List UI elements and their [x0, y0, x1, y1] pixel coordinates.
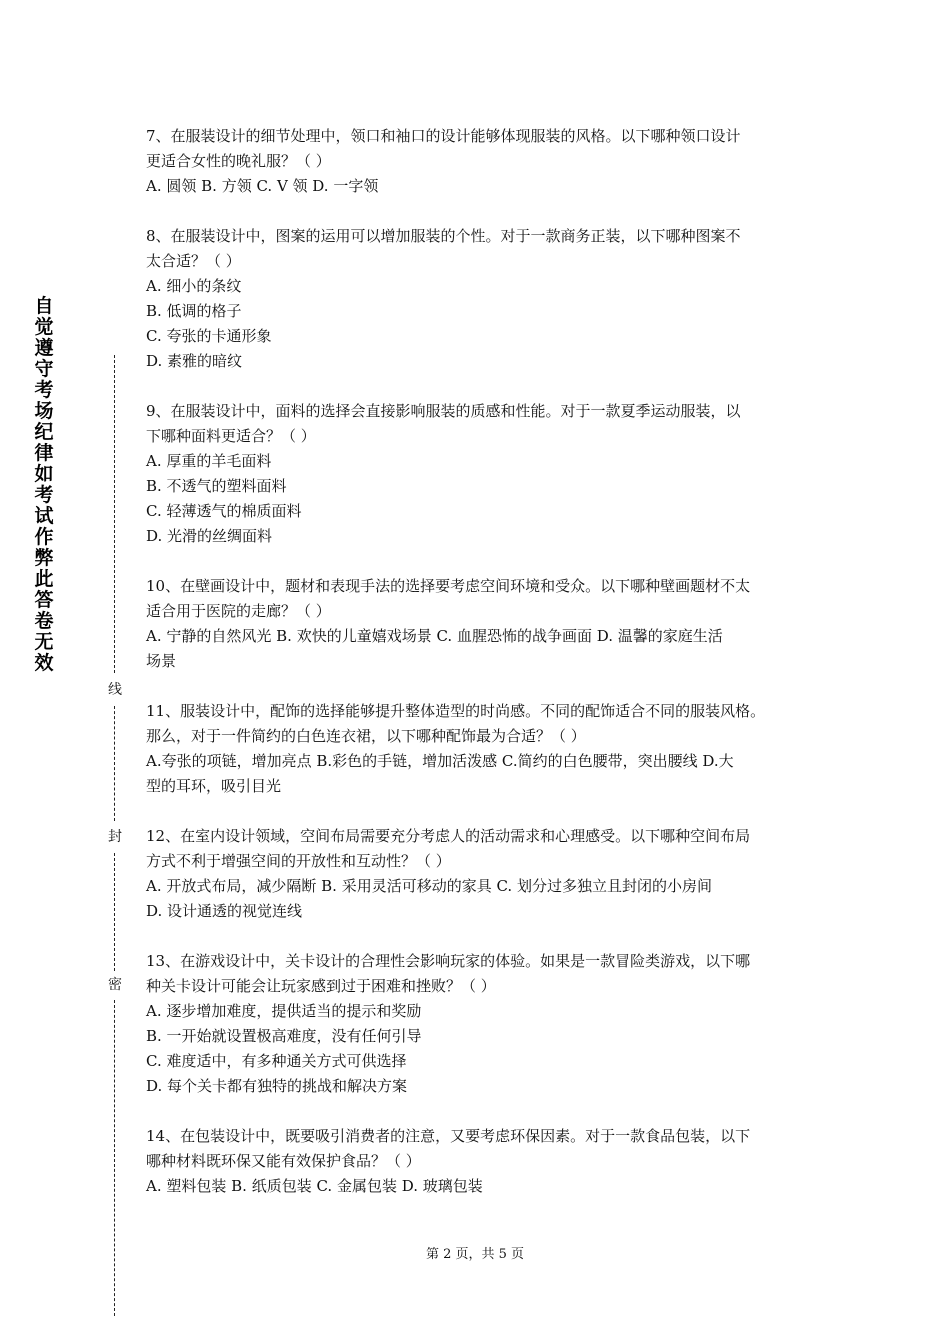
seal-label-secret: 密 [108, 977, 122, 993]
option-c: C. 夸张的卡通形象 [146, 327, 272, 345]
question-10 [146, 574, 826, 674]
option-b: B. 一开始就设置极高难度，没有任何引导 [146, 1027, 422, 1045]
question-options: 场景 [146, 652, 177, 670]
option-a: A. 细小的条纹 [146, 277, 242, 295]
option-a: A. 逐步增加难度，提供适当的提示和奖励 [146, 1002, 422, 1020]
option-d: D. 光滑的丝绸面料 [146, 527, 273, 545]
question-options: A. 圆领 B. 方领 C. V 领 D. 一字领 [146, 177, 379, 195]
option-d: D. 素雅的暗纹 [146, 352, 243, 370]
question-stem: 适合用于医院的走廊？（ ） [146, 602, 331, 620]
seal-label-seal: 封 [108, 829, 122, 845]
question-options: D. 设计通透的视觉连线 [146, 902, 303, 920]
question-stem: 12、在室内设计领域，空间布局需要充分考虑人的活动需求和心理感受。以下哪种空间布局 [146, 827, 751, 845]
question-options: 型的耳环，吸引目光 [146, 777, 282, 795]
option-c: C. 轻薄透气的棉质面料 [146, 502, 302, 520]
option-b: B. 不透气的塑料面料 [146, 477, 287, 495]
option-a: A. 厚重的羊毛面料 [146, 452, 272, 470]
question-stem: 下哪种面料更适合？（ ） [146, 427, 316, 445]
option-d: D. 每个关卡都有独特的挑战和解决方案 [146, 1077, 408, 1095]
question-options: A. 宁静的自然风光 B. 欢快的儿童嬉戏场景 C. 血腥恐怖的战争画面 D. 温馨的家庭生活 [146, 627, 723, 645]
question-14 [146, 1124, 826, 1199]
question-options: A. 塑料包装 B. 纸质包装 C. 金属包装 D. 玻璃包装 [146, 1177, 483, 1195]
question-stem: 13、在游戏设计中，关卡设计的合理性会影响玩家的体验。如果是一款冒险类游戏，以下哪 [146, 952, 751, 970]
binding-dashed-line [114, 706, 115, 821]
question-list [146, 124, 826, 1224]
option-b: B. 低调的格子 [146, 302, 242, 320]
question-stem: 那么，对于一件简约的白色连衣裙，以下哪种配饰最为合适？（ ） [146, 727, 586, 745]
binding-dashed-line [114, 1000, 115, 1316]
question-stem: 方式不利于增强空间的开放性和互动性？（ ） [146, 852, 451, 870]
question-stem: 太合适？（ ） [146, 252, 241, 270]
option-c: C. 难度适中，有多种通关方式可供选择 [146, 1052, 407, 1070]
question-13 [146, 949, 826, 1099]
exam-discipline-notice: 自觉遵守考场纪律如考试作弊此答卷无效 [34, 295, 54, 674]
question-7 [146, 124, 826, 199]
question-stem: 哪种材料既环保又能有效保护食品？（ ） [146, 1152, 421, 1170]
question-stem: 8、在服装设计中，图案的运用可以增加服装的个性。对于一款商务正装，以下哪种图案不 [146, 227, 741, 245]
question-12 [146, 824, 826, 924]
question-stem: 10、在壁画设计中，题材和表现手法的选择要考虑空间环境和受众。以下哪种壁画题材不太 [146, 577, 751, 595]
question-stem: 7、在服装设计的细节处理中，领口和袖口的设计能够体现服装的风格。以下哪种领口设计 [146, 127, 741, 145]
question-stem: 9、在服装设计中，面料的选择会直接影响服装的质感和性能。对于一款夏季运动服装，以 [146, 402, 741, 420]
question-8 [146, 224, 826, 374]
binding-dashed-line [114, 355, 115, 673]
binding-dashed-line [114, 853, 115, 971]
question-options: A. 开放式布局，减少隔断 B. 采用灵活可移动的家具 C. 划分过多独立且封闭的小房间 [146, 877, 712, 895]
seal-label-line: 线 [108, 682, 122, 698]
question-stem: 种关卡设计可能会让玩家感到过于困难和挫败？（ ） [146, 977, 496, 995]
question-9 [146, 399, 826, 549]
question-options: A.夸张的项链，增加亮点 B.彩色的手链，增加活泼感 C.简约的白色腰带，突出腰线 D.大 [146, 752, 734, 770]
page-indicator: 第 2 页，共 5 页 [425, 1247, 525, 1262]
question-stem: 14、在包装设计中，既要吸引消费者的注意，又要考虑环保因素。对于一款食品包装，以下 [146, 1127, 751, 1145]
question-11 [146, 699, 826, 799]
question-stem: 11、服装设计中，配饰的选择能够提升整体造型的时尚感。不同的配饰适合不同的服装风格。 [146, 702, 766, 720]
question-stem: 更适合女性的晚礼服？（ ） [146, 152, 331, 170]
